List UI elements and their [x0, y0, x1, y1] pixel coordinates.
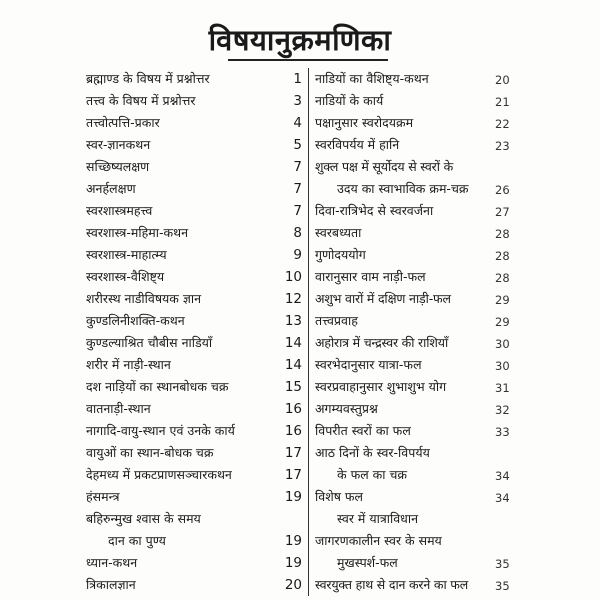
toc-entry-page: 9: [293, 247, 302, 263]
toc-entry-page: 15: [284, 379, 302, 395]
toc-entry-title: स्वरशास्त्र-माहात्म्य: [86, 247, 167, 262]
toc-entry-page: 20: [495, 73, 510, 87]
toc-entry-title: शरीरस्थ नाडीविषयक ज्ञान: [86, 291, 202, 306]
toc-entry-page: 28: [495, 249, 510, 263]
toc-entry-title: तत्त्वप्रवाह: [315, 313, 358, 328]
toc-entry: [309, 288, 600, 310]
toc-entry-page: 5: [293, 137, 302, 153]
toc-entry-title: कुण्डलिनीशक्ति-कथन: [86, 313, 185, 328]
toc-entry-page: 28: [495, 271, 510, 285]
toc-entry: [86, 376, 308, 398]
toc-entry-page: 16: [284, 423, 302, 439]
toc-entry: [309, 266, 600, 288]
toc-entry-page: 16: [284, 401, 302, 417]
toc-entry: [86, 486, 308, 508]
toc-entry-page: 14: [284, 357, 302, 373]
toc-entry-page: 21: [495, 95, 510, 109]
toc-entry: [309, 112, 600, 134]
toc-entry-page: 19: [284, 489, 302, 505]
toc-entry-title: स्वर में यात्राविधान: [337, 511, 419, 526]
toc-entry: [86, 156, 308, 178]
toc-entry-title: अनर्हलक्षण: [86, 181, 136, 196]
toc-entry: [86, 398, 308, 420]
toc-entry-page: 34: [495, 491, 510, 505]
toc-entry-title: विशेष फल: [315, 489, 363, 504]
toc-entry-title: कुण्डल्याश्रित चौबीस नाडियाँ: [86, 335, 213, 350]
page-title: विषयानुक्रमणिका: [208, 23, 392, 57]
toc-entry-page: 34: [495, 469, 510, 483]
toc-entry-title: हंसमन्त्र: [86, 489, 120, 504]
toc-entry-title: पक्षानुसार स्वरोदयक्रम: [315, 115, 414, 130]
toc-entry-page: 33: [495, 425, 510, 439]
toc-entry: [309, 376, 600, 398]
toc-entry: [86, 310, 308, 332]
toc-entry-title: स्वरप्रवाहानुसार शुभाशुभ योग: [315, 379, 447, 394]
toc-entry-title: स्वरविपर्यय में हानि: [315, 137, 400, 152]
toc-entry: [86, 68, 308, 90]
toc-entry: [86, 354, 308, 376]
toc-entry-title: स्वरशास्त्रमहत्त्व: [86, 203, 153, 218]
toc-entry-page: 23: [495, 139, 510, 153]
toc-entry-title: अहोरात्र में चन्द्रस्वर की राशियाँ: [315, 335, 449, 350]
toc-entry-page: 14: [284, 335, 302, 351]
toc-entry: [86, 508, 308, 530]
toc-entry-page: 17: [284, 467, 302, 483]
toc-entry-page: 27: [495, 205, 510, 219]
toc-entry: [86, 222, 308, 244]
toc-entry-page: 29: [495, 315, 510, 329]
toc-entry-page: 10: [284, 269, 302, 285]
toc-entry: [309, 310, 600, 332]
toc-entry-title: स्वरभेदानुसार यात्रा-फल: [315, 357, 422, 372]
toc-entry: [309, 574, 600, 596]
toc-entry: [86, 90, 308, 112]
toc-entry-title: स्वरयुक्त हाथ से दान करने का फल: [315, 577, 468, 592]
toc-entry: [309, 134, 600, 156]
toc-entry-title: वारानुसार वाम नाड़ी-फल: [315, 269, 426, 284]
toc-entry-title: वातनाड़ी-स्थान: [86, 401, 151, 416]
toc-entry: [309, 244, 600, 266]
toc-entry-title: गुणोदययोग: [315, 247, 366, 262]
toc-entry-title: वायुओं का स्थान-बोधक चक्र: [86, 445, 214, 460]
toc-entry: [309, 156, 600, 178]
toc-entry-title: शरीर में नाड़ी-स्थान: [86, 357, 171, 372]
toc-entry-page: 28: [495, 227, 510, 241]
toc-entry-page: 30: [495, 359, 510, 373]
toc-entry-title: जागरणकालीन स्वर के समय: [315, 533, 442, 548]
toc-entry: [309, 552, 600, 574]
toc-entry-title: ब्रह्माण्ड के विषय में प्रश्नोत्तर: [86, 71, 210, 86]
toc-entry: [86, 266, 308, 288]
toc-entry: [86, 574, 308, 596]
toc-entry-title: दिवा-रात्रिभेद से स्वरवर्जना: [315, 203, 434, 218]
toc-entry-title: आठ दिनों के स्वर-विपर्यय: [315, 445, 430, 460]
toc-entry-page: 31: [495, 381, 510, 395]
toc-entry: [86, 420, 308, 442]
toc-entry: [86, 442, 308, 464]
toc-entry-title: अशुभ वारों में दक्षिण नाड़ी-फल: [315, 291, 451, 306]
toc-entry-page: 7: [293, 203, 302, 219]
toc-entry-title: देहमध्य में प्रकटप्राणसञ्चारकथन: [86, 467, 232, 482]
toc-entry: [86, 552, 308, 574]
toc-entry-page: 20: [284, 577, 302, 593]
toc-entry-page: 32: [495, 403, 510, 417]
toc-entry-title: के फल का चक्र: [337, 467, 408, 482]
toc-entry: [309, 222, 600, 244]
toc-entry: [309, 420, 600, 442]
toc-entry: [309, 90, 600, 112]
toc-entry-title: तत्त्व के विषय में प्रश्नोत्तर: [86, 93, 196, 108]
toc-entry: [309, 464, 600, 486]
toc-entry-title: स्वरबध्यता: [315, 225, 362, 240]
toc-entry-title: नाडियों का वैशिष्ट्य-कथन: [315, 71, 429, 86]
toc-entry-title: तत्त्वोत्पत्ति-प्रकार: [86, 115, 160, 130]
toc-entry-title: त्रिकालज्ञान: [86, 577, 136, 592]
toc-entry-page: 7: [293, 159, 302, 175]
toc-entry-title: स्वरशास्त्र-महिमा-कथन: [86, 225, 189, 240]
toc-entry: [309, 442, 600, 464]
toc-entry: [309, 68, 600, 90]
toc-entry-title: नाडियों के कार्य: [315, 93, 384, 108]
toc-entry: [86, 332, 308, 354]
toc-entry-title: ध्यान-कथन: [86, 555, 138, 570]
toc-entry-page: 22: [495, 117, 510, 131]
toc-entry-page: 26: [495, 183, 510, 197]
title-underline: [228, 59, 388, 61]
toc-entry-page: 7: [293, 181, 302, 197]
toc-entry: [309, 354, 600, 376]
toc-entry-title: शुक्ल पक्ष में सूर्योदय से स्वरों के: [315, 159, 454, 174]
toc-entry-title: उदय का स्वाभाविक क्रम-चक्र: [337, 181, 469, 196]
toc-entry-page: 12: [284, 291, 302, 307]
toc-entry-page: 8: [293, 225, 302, 241]
toc-entry: [309, 508, 600, 530]
toc-entry-page: 17: [284, 445, 302, 461]
toc-entry: [86, 244, 308, 266]
toc-entry-title: स्वरशास्त्र-वैशिष्ट्य: [86, 269, 165, 284]
toc-entry: [309, 530, 600, 552]
toc-entry: [86, 200, 308, 222]
toc-entry: [309, 178, 600, 200]
toc-entry: [86, 530, 308, 552]
toc-entry-title: विपरीत स्वरों का फल: [315, 423, 411, 438]
toc-left-column: [86, 68, 308, 596]
toc-entry-page: 35: [495, 557, 510, 571]
toc-entry-title: बहिरुन्मुख श्वास के समय: [86, 511, 201, 526]
toc-entry: [309, 200, 600, 222]
toc-entry-page: 1: [293, 71, 302, 87]
toc-entry-page: 19: [284, 533, 302, 549]
toc-entry-page: 35: [495, 579, 510, 593]
toc-entry-title: स्वर-ज्ञानकथन: [86, 137, 151, 152]
toc-entry-title: अगम्यवस्तुप्रश्न: [315, 401, 378, 416]
toc-entry: [309, 398, 600, 420]
toc-entry-title: मुखस्पर्श-फल: [337, 555, 398, 570]
toc-entry: [86, 112, 308, 134]
toc-entry-page: 13: [284, 313, 302, 329]
toc-entry-page: 19: [284, 555, 302, 571]
toc-entry-page: 3: [293, 93, 302, 109]
toc-entry-page: 30: [495, 337, 510, 351]
toc-entry: [86, 288, 308, 310]
toc-entry: [86, 134, 308, 156]
toc-entry-title: सच्छिष्यलक्षण: [86, 159, 150, 174]
toc-entry-title: नागादि-वायु-स्थान एवं उनके कार्य: [86, 423, 235, 438]
toc-entry-page: 29: [495, 293, 510, 307]
toc-right-column: [308, 68, 600, 596]
toc-entry: [86, 464, 308, 486]
toc-entry-title: दश नाड़ियों का स्थानबोधक चक्र: [86, 379, 229, 394]
toc-entry-title: दान का पुण्य: [108, 533, 166, 548]
toc-entry: [309, 486, 600, 508]
toc-entry: [86, 178, 308, 200]
toc-entry-page: 4: [293, 115, 302, 131]
toc-entry: [309, 332, 600, 354]
